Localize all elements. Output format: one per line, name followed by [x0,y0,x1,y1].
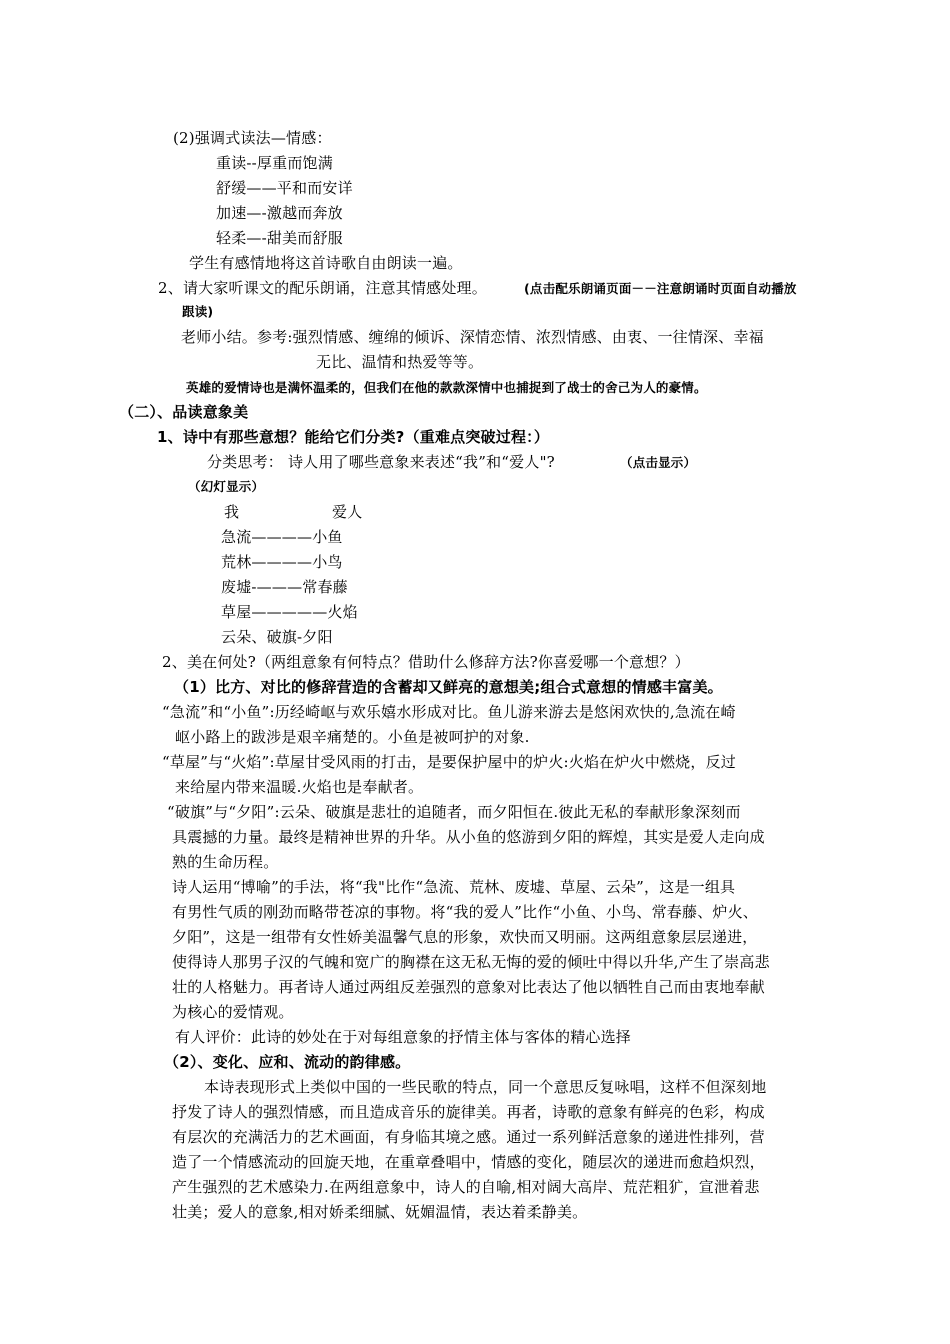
para-rhythm-5: 产生强烈的艺术感染力.在两组意象中，诗人的自喻,相对阔大高岸、荒茫粗犷，宣泄着悲 [172,1178,760,1196]
column-lover: 爱人 [332,503,363,521]
para-hut-flame-2: 来给屋内带来温暖.火焰也是奉献者。 [175,778,424,796]
para-stream-fish-1: “急流”和“小鱼”:历经崎岖与欢乐嬉水形成对比。鱼儿游来游去是悠闲欢快的,急流在崎 [162,703,736,721]
para-metaphor-2: 有男性气质的刚劲而略带苍凉的事物。将“我的爱人”比作“小鱼、小鸟、常春藤、炉火、 [172,903,759,921]
point-two-heading: （2）、变化、应和、流动的韵律感。 [164,1053,411,1071]
teacher-summary-line2: 无比、温情和热爱等等。 [316,353,484,371]
para-stream-fish-2: 岖小路上的跋涉是艰辛痛楚的。小鱼是被呵护的对象. [175,728,530,746]
para-metaphor-1: 诗人运用“博喻”的手法，将“我"比作“急流、荒林、废墟、草屋、云朵”，这是一组具 [172,878,736,896]
image-pair-3: 废墟-———常春藤 [221,578,348,596]
para-metaphor-6: 为核心的爱情观。 [172,1003,294,1021]
para-rhythm-3: 有层次的充满活力的艺术画面，有身临其境之感。通过一系列鲜活意象的递进性排列，营 [172,1128,765,1146]
column-me: 我 [224,503,240,521]
reading-item-soft: 轻柔—-甜美而舒服 [216,229,343,247]
click-music-note: (点击配乐朗诵页面－－注意朗诵时页面自动播放 [524,281,797,296]
para-flag-sun-3: 熟的生命历程。 [172,853,279,871]
para-metaphor-3: 夕阳”，这是一组带有女性娇美温馨气息的形象，欢快而又明丽。这两组意象层层递进， [172,928,758,946]
image-pair-5: 云朵、破旗-夕阳 [221,628,333,646]
reading-item-fast: 加速—-激越而奔放 [216,204,343,222]
classify-thinking: 分类思考： 诗人用了哪些意象来表述“我”和“爱人"? [207,453,555,471]
reading-item-stress: 重读--厚重而饱满 [216,154,333,172]
slide-show-note: （幻灯显示） [188,479,265,494]
hero-love-note: 英雄的爱情诗也是满怀温柔的，但我们在他的款款深情中也捕捉到了战士的舍己为人的豪情。 [186,380,707,395]
question-two: 2、美在何处?（两组意象有何特点？借助什么修辞方法?你喜爱哪一个意想？） [162,653,690,671]
image-pair-4: 草屋—————火焰 [221,603,358,621]
para-rhythm-2: 抒发了诗人的强烈情感，而且造成音乐的旋律美。再者，诗歌的意象有鲜亮的色彩，构成 [172,1103,765,1121]
para-rhythm-1: 本诗表现形式上类似中国的一些民歌的特点，同一个意思反复咏唱，这样不但深刻地 [204,1078,767,1096]
teacher-summary-line1: 老师小结。参考:强烈情感、缠绵的倾诉、深情恋情、浓烈情感、由衷、一往情深、幸福 [181,328,764,346]
point-one-heading: （1）比方、对比的修辞营造的含蓄却又鲜亮的意想美;组合式意想的情感丰富美。 [174,678,723,696]
para-flag-sun-1: “破旗”与“夕阳”:云朵、破旗是悲壮的追随者，而夕阳恒在.彼此无私的奉献形象深刻而 [167,803,741,821]
section-two-heading: （二）、品读意象美 [119,403,249,421]
reading-item-slow: 舒缓——平和而安详 [216,179,353,197]
student-read-line: 学生有感情地将这首诗歌自由朗读一遍。 [189,254,463,272]
image-pair-1: 急流————小鱼 [221,528,343,546]
reading-method-heading: (2)强调式读法—情感： [173,129,332,147]
comment-line: 有人评价：此诗的妙处在于对每组意象的抒情主体与客体的精心选择 [175,1028,632,1046]
click-show-note: （点击显示） [620,455,697,470]
para-rhythm-6: 壮美；爱人的意象,相对娇柔细腻、妩媚温情，表达着柔静美。 [172,1203,588,1221]
image-pair-2: 荒林————小鸟 [221,553,343,571]
para-metaphor-4: 使得诗人那男子汉的气魄和宽广的胸襟在这无私无悔的爱的倾吐中得以升华,产生了崇高悲 [172,953,770,971]
para-metaphor-5: 壮的人格魅力。再者诗人通过两组反差强烈的意象对比表达了他以牺牲自己而由衷地奉献 [172,978,765,996]
listen-instruction: 2、请大家听课文的配乐朗诵，注意其情感处理。 [158,279,487,297]
para-flag-sun-2: 具震撼的力量。最终是精神世界的升华。从小鱼的悠游到夕阳的辉煌，其实是爱人走向成 [172,828,765,846]
question-one: 1、诗中有那些意想？能给它们分类?（重难点突破过程：） [157,428,550,446]
para-hut-flame-1: “草屋”与“火焰”:草屋甘受风雨的打击，是要保护屋中的炉火:火焰在炉火中燃烧，反过 [162,753,736,771]
para-rhythm-4: 造了一个情感流动的回旋天地，在重章叠唱中，情感的变化，随层次的递进而愈趋炽烈， [172,1153,765,1171]
follow-read-note: 跟读) [182,304,214,319]
